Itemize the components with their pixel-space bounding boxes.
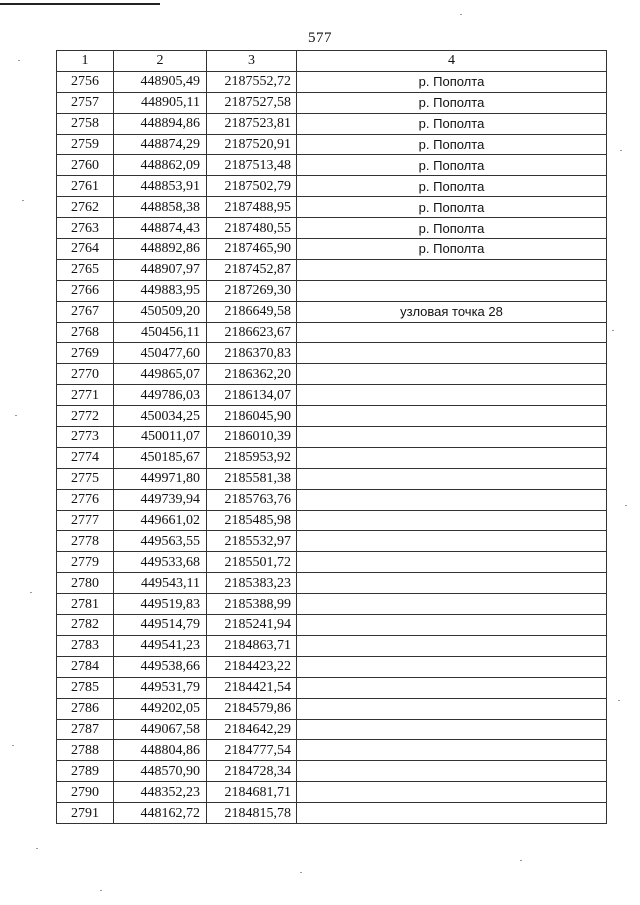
cell-description bbox=[297, 803, 607, 824]
cell-point-number: 2777 bbox=[57, 510, 114, 531]
table-row bbox=[57, 218, 607, 239]
cell-point-number: 2781 bbox=[57, 594, 114, 615]
cell-x-coordinate: 449202,05 bbox=[114, 698, 207, 719]
cell-description: р. Пополта bbox=[297, 113, 607, 134]
cell-x-coordinate: 449067,58 bbox=[114, 719, 207, 740]
table-row bbox=[57, 406, 607, 427]
cell-description bbox=[297, 761, 607, 782]
cell-point-number: 2787 bbox=[57, 719, 114, 740]
cell-y-coordinate: 2187513,48 bbox=[207, 155, 297, 176]
cell-x-coordinate: 449661,02 bbox=[114, 510, 207, 531]
scan-speck bbox=[15, 415, 17, 416]
cell-y-coordinate: 2187269,30 bbox=[207, 280, 297, 301]
cell-description: узловая точка 28 bbox=[297, 301, 607, 322]
cell-point-number: 2775 bbox=[57, 468, 114, 489]
cell-y-coordinate: 2184423,22 bbox=[207, 656, 297, 677]
cell-point-number: 2791 bbox=[57, 803, 114, 824]
cell-description bbox=[297, 531, 607, 552]
cell-point-number: 2784 bbox=[57, 656, 114, 677]
cell-point-number: 2771 bbox=[57, 385, 114, 406]
scan-speck bbox=[36, 848, 38, 849]
scan-speck bbox=[520, 860, 522, 861]
cell-description bbox=[297, 698, 607, 719]
cell-x-coordinate: 448858,38 bbox=[114, 197, 207, 218]
cell-description: р. Пополта bbox=[297, 218, 607, 239]
table-row bbox=[57, 447, 607, 468]
table-row bbox=[57, 635, 607, 656]
table-row bbox=[57, 782, 607, 803]
table-row bbox=[57, 301, 607, 322]
cell-description bbox=[297, 573, 607, 594]
cell-description: р. Пополта bbox=[297, 92, 607, 113]
table-row bbox=[57, 92, 607, 113]
cell-x-coordinate: 450185,67 bbox=[114, 447, 207, 468]
cell-y-coordinate: 2185241,94 bbox=[207, 615, 297, 636]
table-row bbox=[57, 364, 607, 385]
cell-y-coordinate: 2187520,91 bbox=[207, 134, 297, 155]
cell-description bbox=[297, 656, 607, 677]
cell-description: р. Пополта bbox=[297, 155, 607, 176]
cell-x-coordinate: 448892,86 bbox=[114, 239, 207, 260]
table-row bbox=[57, 259, 607, 280]
table-row bbox=[57, 239, 607, 260]
cell-x-coordinate: 450456,11 bbox=[114, 322, 207, 343]
cell-point-number: 2762 bbox=[57, 197, 114, 218]
scan-speck bbox=[100, 890, 102, 891]
cell-description bbox=[297, 280, 607, 301]
cell-point-number: 2780 bbox=[57, 573, 114, 594]
scan-speck bbox=[612, 330, 614, 331]
cell-y-coordinate: 2184728,34 bbox=[207, 761, 297, 782]
cell-x-coordinate: 449519,83 bbox=[114, 594, 207, 615]
table-row bbox=[57, 468, 607, 489]
table-row bbox=[57, 280, 607, 301]
cell-y-coordinate: 2186623,67 bbox=[207, 322, 297, 343]
cell-x-coordinate: 449786,03 bbox=[114, 385, 207, 406]
cell-point-number: 2785 bbox=[57, 677, 114, 698]
cell-description bbox=[297, 259, 607, 280]
cell-point-number: 2772 bbox=[57, 406, 114, 427]
column-header-y: 3 bbox=[207, 51, 297, 72]
cell-point-number: 2778 bbox=[57, 531, 114, 552]
cell-y-coordinate: 2187488,95 bbox=[207, 197, 297, 218]
cell-description bbox=[297, 447, 607, 468]
table-row bbox=[57, 134, 607, 155]
cell-x-coordinate: 448874,43 bbox=[114, 218, 207, 239]
scan-speck bbox=[620, 150, 622, 151]
cell-point-number: 2789 bbox=[57, 761, 114, 782]
cell-x-coordinate: 449563,55 bbox=[114, 531, 207, 552]
cell-description bbox=[297, 364, 607, 385]
cell-point-number: 2764 bbox=[57, 239, 114, 260]
table-row bbox=[57, 552, 607, 573]
cell-x-coordinate: 448804,86 bbox=[114, 740, 207, 761]
column-header-x: 2 bbox=[114, 51, 207, 72]
cell-point-number: 2761 bbox=[57, 176, 114, 197]
cell-y-coordinate: 2184777,54 bbox=[207, 740, 297, 761]
column-header-description: 4 bbox=[297, 51, 607, 72]
cell-description bbox=[297, 677, 607, 698]
scan-speck bbox=[300, 872, 302, 873]
cell-description bbox=[297, 635, 607, 656]
table-row bbox=[57, 510, 607, 531]
cell-x-coordinate: 449739,94 bbox=[114, 489, 207, 510]
cell-x-coordinate: 450477,60 bbox=[114, 343, 207, 364]
cell-description bbox=[297, 468, 607, 489]
cell-description bbox=[297, 510, 607, 531]
cell-y-coordinate: 2186134,07 bbox=[207, 385, 297, 406]
cell-description bbox=[297, 322, 607, 343]
table-row bbox=[57, 71, 607, 92]
table-row bbox=[57, 719, 607, 740]
cell-point-number: 2774 bbox=[57, 447, 114, 468]
cell-y-coordinate: 2187552,72 bbox=[207, 71, 297, 92]
cell-y-coordinate: 2185383,23 bbox=[207, 573, 297, 594]
cell-description bbox=[297, 385, 607, 406]
scan-speck bbox=[18, 60, 20, 61]
cell-y-coordinate: 2187523,81 bbox=[207, 113, 297, 134]
cell-point-number: 2769 bbox=[57, 343, 114, 364]
cell-description: р. Пополта bbox=[297, 71, 607, 92]
cell-x-coordinate: 448894,86 bbox=[114, 113, 207, 134]
cell-description: р. Пополта bbox=[297, 134, 607, 155]
table-header-row bbox=[57, 51, 607, 72]
cell-point-number: 2763 bbox=[57, 218, 114, 239]
page-number: 577 bbox=[308, 30, 332, 46]
cell-point-number: 2783 bbox=[57, 635, 114, 656]
cell-point-number: 2779 bbox=[57, 552, 114, 573]
cell-description bbox=[297, 406, 607, 427]
cell-point-number: 2766 bbox=[57, 280, 114, 301]
table-row bbox=[57, 427, 607, 448]
cell-point-number: 2776 bbox=[57, 489, 114, 510]
cell-y-coordinate: 2186010,39 bbox=[207, 427, 297, 448]
cell-description: р. Пополта bbox=[297, 239, 607, 260]
cell-description bbox=[297, 489, 607, 510]
table-row bbox=[57, 698, 607, 719]
scan-speck bbox=[618, 700, 620, 701]
scan-speck bbox=[460, 14, 462, 15]
table-row bbox=[57, 197, 607, 218]
cell-point-number: 2768 bbox=[57, 322, 114, 343]
cell-description: р. Пополта bbox=[297, 176, 607, 197]
column-header-number: 1 bbox=[57, 51, 114, 72]
cell-y-coordinate: 2185532,97 bbox=[207, 531, 297, 552]
cell-x-coordinate: 449533,68 bbox=[114, 552, 207, 573]
cell-description bbox=[297, 615, 607, 636]
cell-x-coordinate: 450034,25 bbox=[114, 406, 207, 427]
cell-point-number: 2767 bbox=[57, 301, 114, 322]
cell-description bbox=[297, 552, 607, 573]
table-row bbox=[57, 761, 607, 782]
scan-speck bbox=[12, 745, 14, 746]
scan-edge-mark bbox=[0, 3, 160, 5]
cell-point-number: 2788 bbox=[57, 740, 114, 761]
cell-x-coordinate: 449541,23 bbox=[114, 635, 207, 656]
cell-y-coordinate: 2186045,90 bbox=[207, 406, 297, 427]
cell-description bbox=[297, 782, 607, 803]
cell-y-coordinate: 2185485,98 bbox=[207, 510, 297, 531]
cell-description bbox=[297, 594, 607, 615]
cell-point-number: 2757 bbox=[57, 92, 114, 113]
table-row bbox=[57, 176, 607, 197]
cell-y-coordinate: 2184815,78 bbox=[207, 803, 297, 824]
cell-x-coordinate: 449531,79 bbox=[114, 677, 207, 698]
cell-point-number: 2765 bbox=[57, 259, 114, 280]
cell-y-coordinate: 2187502,79 bbox=[207, 176, 297, 197]
scan-speck bbox=[625, 505, 627, 506]
cell-y-coordinate: 2184579,86 bbox=[207, 698, 297, 719]
cell-point-number: 2773 bbox=[57, 427, 114, 448]
table-row bbox=[57, 656, 607, 677]
table-row bbox=[57, 385, 607, 406]
cell-y-coordinate: 2186362,20 bbox=[207, 364, 297, 385]
cell-point-number: 2770 bbox=[57, 364, 114, 385]
cell-y-coordinate: 2184642,29 bbox=[207, 719, 297, 740]
cell-x-coordinate: 448874,29 bbox=[114, 134, 207, 155]
cell-x-coordinate: 448862,09 bbox=[114, 155, 207, 176]
cell-point-number: 2758 bbox=[57, 113, 114, 134]
cell-x-coordinate: 448162,72 bbox=[114, 803, 207, 824]
table-row bbox=[57, 615, 607, 636]
cell-y-coordinate: 2185763,76 bbox=[207, 489, 297, 510]
cell-description bbox=[297, 740, 607, 761]
cell-y-coordinate: 2187527,58 bbox=[207, 92, 297, 113]
table-row bbox=[57, 489, 607, 510]
table-row bbox=[57, 573, 607, 594]
cell-description bbox=[297, 719, 607, 740]
cell-point-number: 2756 bbox=[57, 71, 114, 92]
cell-x-coordinate: 448352,23 bbox=[114, 782, 207, 803]
cell-point-number: 2759 bbox=[57, 134, 114, 155]
cell-description bbox=[297, 343, 607, 364]
cell-point-number: 2782 bbox=[57, 615, 114, 636]
cell-y-coordinate: 2187452,87 bbox=[207, 259, 297, 280]
table-row bbox=[57, 803, 607, 824]
table-row bbox=[57, 677, 607, 698]
cell-x-coordinate: 449865,07 bbox=[114, 364, 207, 385]
table-row bbox=[57, 113, 607, 134]
cell-y-coordinate: 2187465,90 bbox=[207, 239, 297, 260]
cell-point-number: 2790 bbox=[57, 782, 114, 803]
table-row bbox=[57, 531, 607, 552]
cell-x-coordinate: 450011,07 bbox=[114, 427, 207, 448]
cell-x-coordinate: 449514,79 bbox=[114, 615, 207, 636]
table-row bbox=[57, 594, 607, 615]
cell-y-coordinate: 2185581,38 bbox=[207, 468, 297, 489]
scan-speck bbox=[22, 200, 24, 201]
cell-y-coordinate: 2184863,71 bbox=[207, 635, 297, 656]
cell-point-number: 2760 bbox=[57, 155, 114, 176]
cell-x-coordinate: 448570,90 bbox=[114, 761, 207, 782]
cell-description bbox=[297, 427, 607, 448]
scan-speck bbox=[30, 592, 32, 593]
table-row bbox=[57, 740, 607, 761]
cell-x-coordinate: 448905,49 bbox=[114, 71, 207, 92]
cell-x-coordinate: 450509,20 bbox=[114, 301, 207, 322]
cell-x-coordinate: 449543,11 bbox=[114, 573, 207, 594]
cell-y-coordinate: 2184681,71 bbox=[207, 782, 297, 803]
table-body bbox=[57, 71, 607, 823]
cell-y-coordinate: 2187480,55 bbox=[207, 218, 297, 239]
cell-y-coordinate: 2185953,92 bbox=[207, 447, 297, 468]
cell-y-coordinate: 2184421,54 bbox=[207, 677, 297, 698]
cell-description: р. Пополта bbox=[297, 197, 607, 218]
cell-x-coordinate: 449538,66 bbox=[114, 656, 207, 677]
cell-x-coordinate: 448905,11 bbox=[114, 92, 207, 113]
cell-x-coordinate: 448907,97 bbox=[114, 259, 207, 280]
table-row bbox=[57, 155, 607, 176]
cell-y-coordinate: 2185388,99 bbox=[207, 594, 297, 615]
coordinates-table bbox=[56, 50, 607, 824]
cell-y-coordinate: 2185501,72 bbox=[207, 552, 297, 573]
cell-point-number: 2786 bbox=[57, 698, 114, 719]
cell-y-coordinate: 2186370,83 bbox=[207, 343, 297, 364]
cell-y-coordinate: 2186649,58 bbox=[207, 301, 297, 322]
table-row bbox=[57, 322, 607, 343]
cell-x-coordinate: 449883,95 bbox=[114, 280, 207, 301]
cell-x-coordinate: 449971,80 bbox=[114, 468, 207, 489]
cell-x-coordinate: 448853,91 bbox=[114, 176, 207, 197]
table-row bbox=[57, 343, 607, 364]
